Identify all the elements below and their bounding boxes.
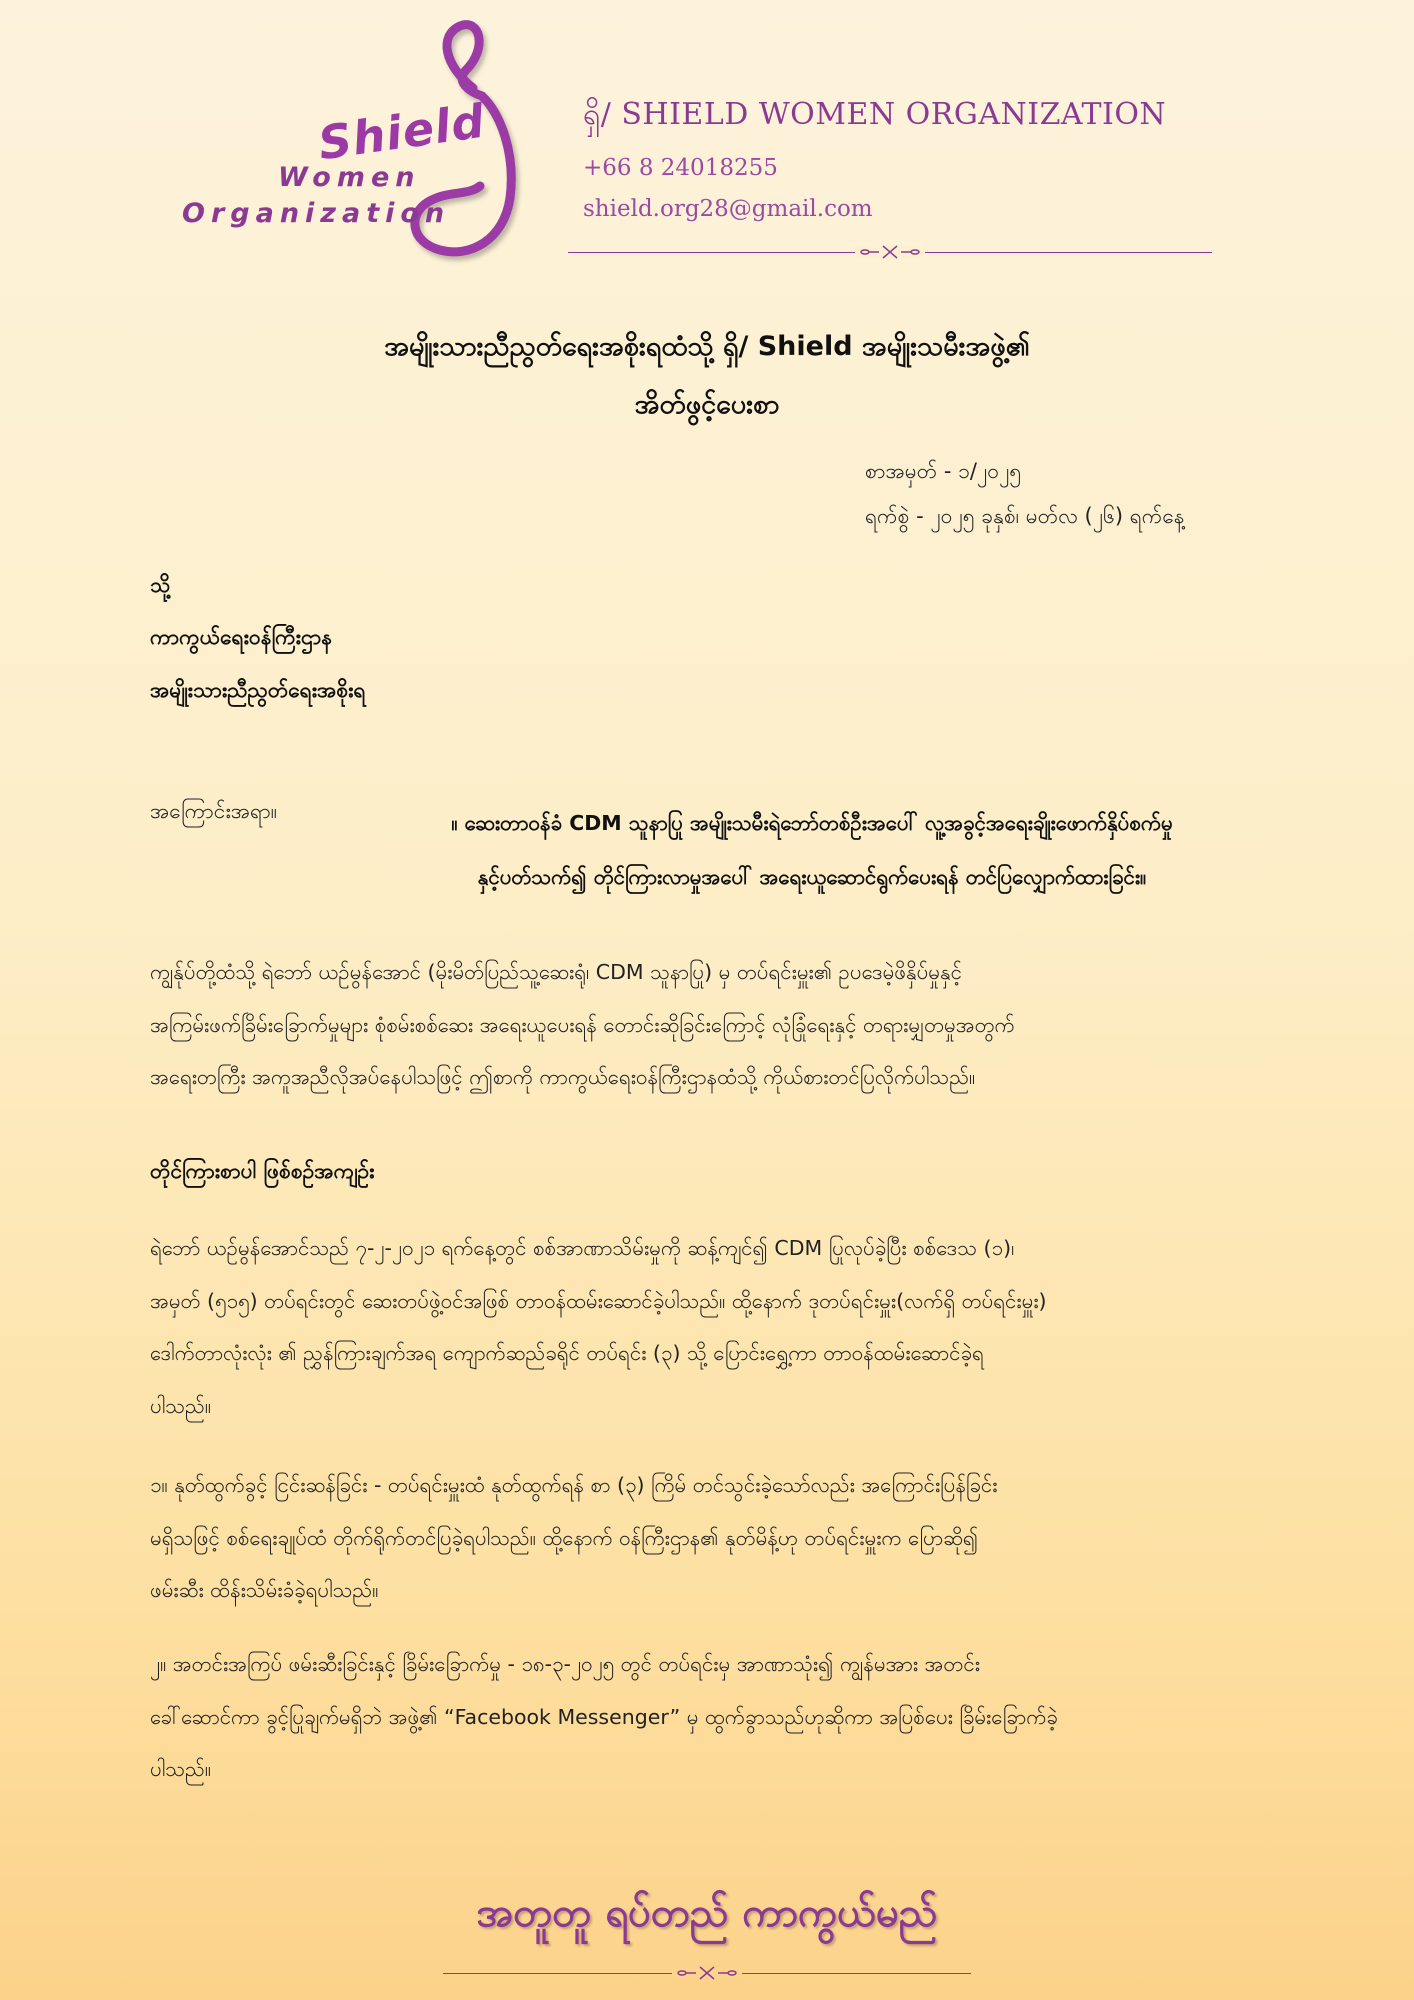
background-line: ပါသည်။: [150, 1393, 212, 1418]
point-1-line: ၁။ နုတ်ထွက်ခွင့် ငြင်းဆန်ခြင်း - တပ်ရင်းမှူးထံ နုတ်ထွက်ရန် စာ (၃) ကြိမ် တင်သွင်းခဲ့သော်လည်း အကြောင်းပြန်ခြင်း: [150, 1473, 998, 1497]
phone-number: +66 8 24018255: [583, 155, 778, 181]
point-2-line: ၂။ အတင်းအကြပ် ဖမ်းဆီးခြင်းနှင့် ခြိမ်းခြောက်မှု - ၁၈-၃-၂၀၂၅ တွင် တပ်ရင်းမှ အာဏာသုံး၍ ကျွန်မအား အတင်း: [150, 1652, 980, 1676]
background-line: ဒေါက်တာလုံးလုံး ၏ ညွှန်ကြားချက်အရ ကျောက်ဆည်ခရိုင် တပ်ရင်း (၃) သို့ ပြောင်းရွှေ့ကာ တာဝန်ထမ်းဆောင်ခဲ့ရ: [150, 1341, 984, 1365]
letter-date: ရက်စွဲ - ၂၀၂၅ ခုနှစ်၊ မတ်လ (၂၆) ရက်နေ့: [865, 504, 1185, 528]
intro-paragraph: [150, 946, 1270, 1104]
email-address[interactable]: shield.org28@gmail.com: [583, 196, 873, 222]
divider-ornament-icon: [855, 243, 925, 261]
point-2-paragraph: [150, 1638, 1270, 1796]
subject-line-1: ။ ဆေးတာဝန်ခံ CDM သူနာပြု အမျိုးသမီးရဲဘော်တစ်ဦးအပေါ် လူ့အခွင့်အရေးချိုးဖောက်နှိပ်စက်မှု: [451, 811, 1173, 835]
intro-line: အရေးတကြီး အကူအညီလိုအပ်နေပါသဖြင့် ဤစာကို ကာကွယ်ရေးဝန်ကြီးဌာနထံသို့ ကိုယ်စားတင်ပြလိုက်ပါသည်။: [150, 1065, 976, 1089]
subject-line-2: နှင့်ပတ်သက်၍ တိုင်ကြားလာမှုအပေါ် အရေးယူဆောင်ရွက်ပေးရန် တင်ပြလျှောက်ထားခြင်း။: [477, 865, 1147, 889]
point-2-line: ပါသည်။: [150, 1757, 212, 1781]
letter-number: စာအမှတ် - ၁/၂၀၂၅: [865, 459, 1022, 483]
footer-ornament-icon: [672, 1964, 742, 1982]
section-heading: တိုင်ကြားစာပါ ဖြစ်စဉ်အကျဉ်း: [150, 1159, 375, 1183]
subject-text: [347, 796, 1277, 904]
background-line: ရဲဘော် ယဉ်မွန်အောင်သည် ၇-၂-၂၀၂၁ ရက်နေ့တွင် စစ်အာဏာသိမ်းမှုကို ဆန့်ကျင်၍ CDM ပြုလုပ်ခဲ့ပြီး စစ်ဒေသ (၁)၊: [150, 1236, 1015, 1260]
point-1-line: ဖမ်းဆီး ထိန်းသိမ်းခံခဲ့ရပါသည်။: [150, 1578, 379, 1602]
subject-label: အကြောင်းအရာ။: [150, 799, 278, 823]
recipient-government: အမျိုးသားညီညွတ်ရေးအစိုးရ: [150, 678, 366, 702]
logo-text-women: Women: [278, 162, 421, 193]
point-1-line: မရှိသဖြင့် စစ်ရေးချုပ်ထံ တိုက်ရိုက်တင်ပြခဲ့ရပါသည်။ ထို့နောက် ဝန်ကြီးဌာန၏ နုတ်မိန့်ဟု တပ်ရင်းမှူးက ပြောဆို၍: [150, 1525, 979, 1550]
intro-line: ကျွန်ုပ်တို့ထံသို့ ရဲဘော် ယဉ်မွန်အောင် (မိုးမိတ်ပြည်သူ့ဆေးရုံ၊ CDM သူနာပြု) မှ တပ်ရင်းမှူး၏ ဥပဒေမဲ့ဖိနှိပ်မှုနှင့်: [150, 960, 962, 984]
title-line-1: အမျိုးသားညီညွတ်ရေးအစိုးရထံသို့ ရှိ/ Shield အမျိုးသမီးအဖွဲ့၏: [384, 331, 1030, 362]
logo-text-organization: Organization: [182, 198, 451, 229]
point-1-paragraph: [150, 1459, 1270, 1617]
recipient-to: သို့: [150, 573, 171, 597]
point-2-line: ခေါ်ဆောင်ကာ ခွင့်ပြုချက်မရှိဘဲ အဖွဲ့၏ “Facebook Messenger” မှ ထွက်ခွာသည်ဟုဆိုကာ အပြစ်ပေး ခြိမ်းခြောက်ခဲ့: [150, 1704, 1058, 1729]
title-line-2: အိတ်ဖွင့်ပေးစာ: [634, 389, 780, 420]
footer-motto: အတူတူ ရပ်တည် ကာကွယ်မည်: [476, 1890, 938, 1936]
background-line: အမှတ် (၅၁၅) တပ်ရင်းတွင် ဆေးတပ်ဖွဲ့ဝင်အဖြစ် တာဝန်ထမ်းဆောင်ခဲ့ပါသည်။ ထို့နောက် ဒုတပ်ရင်းမှူး(လက်ရှိ တပ်ရင်းမှူး): [150, 1288, 1047, 1313]
logo-text-shield: Shield: [315, 93, 489, 171]
recipient-ministry: ကာကွယ်ရေးဝန်ကြီးဌာန: [150, 625, 333, 649]
intro-line: အကြမ်းဖက်ခြိမ်းခြောက်မှုများ စုံစမ်းစစ်ဆေး အရေးယူပေးရန် တောင်းဆိုခြင်းကြောင့် လုံခြုံရေးနှင့် တရားမျှတမှုအတွက်: [150, 1012, 1015, 1037]
organization-name: ရှိ/ SHIELD WOMEN ORGANIZATION: [583, 97, 1167, 132]
background-paragraph: [150, 1222, 1270, 1432]
